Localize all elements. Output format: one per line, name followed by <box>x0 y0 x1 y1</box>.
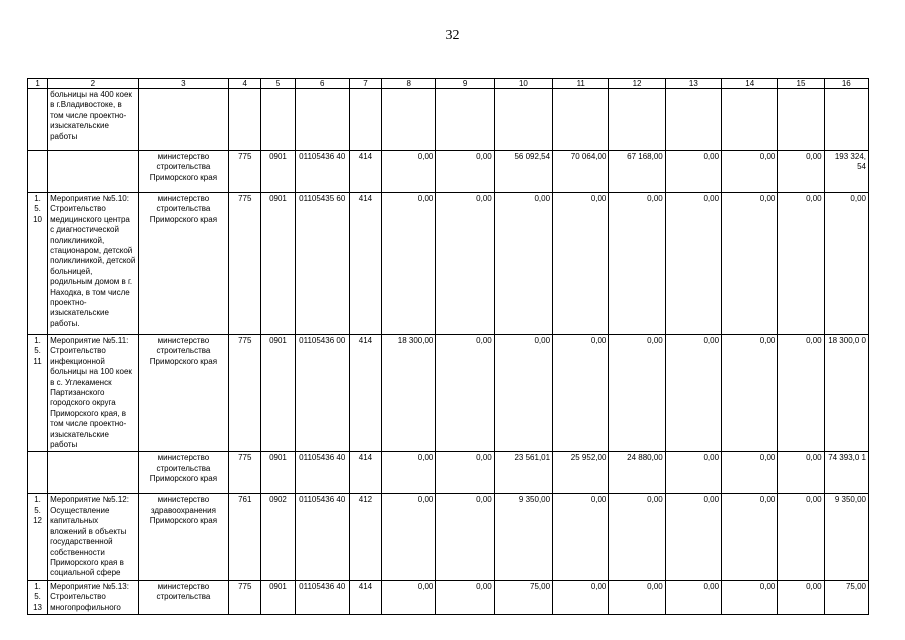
event-name: больницы на 400 коек в г.Владивостоке, в том числе проектно-изыскательские работы <box>48 89 139 151</box>
section-code: 0902 <box>261 494 295 580</box>
event-name: Мероприятие №5.13: Строительство многопрофильного <box>48 580 139 614</box>
table-row <box>28 151 869 193</box>
amount-col-15: 0,00 <box>778 151 824 193</box>
header-cell: 8 <box>382 79 436 89</box>
amount-col-9: 0,00 <box>436 494 494 580</box>
amount-col-13: 0,00 <box>665 452 721 494</box>
header-cell: 15 <box>778 79 824 89</box>
target-article-code <box>295 89 349 151</box>
organization: министерство строительства Приморского края <box>138 452 229 494</box>
event-name: Мероприятие №5.12: Осуществление капитальных вложений в объекты государственной собственности Приморского края в социальной сфере <box>48 494 139 580</box>
amount-col-13: 0,00 <box>665 151 721 193</box>
amount-col-10: 0,00 <box>494 335 552 452</box>
page-number: 32 <box>445 28 460 43</box>
header-cell: 6 <box>295 79 349 89</box>
amount-col-10: 0,00 <box>494 193 552 335</box>
amount-col-9: 0,00 <box>436 151 494 193</box>
row-number: 1. 5. 10 <box>28 193 48 335</box>
amount-col-8: 0,00 <box>382 580 436 614</box>
amount-col-15: 0,00 <box>778 452 824 494</box>
header-cell: 9 <box>436 79 494 89</box>
row-number: 1. 5. 13 <box>28 580 48 614</box>
amount-col-9: 0,00 <box>436 335 494 452</box>
amount-col-12: 0,00 <box>609 193 665 335</box>
amount-col-15: 0,00 <box>778 580 824 614</box>
header-cell: 14 <box>722 79 778 89</box>
amount-col-11 <box>553 89 609 151</box>
header-cell: 1 <box>28 79 48 89</box>
amount-col-14 <box>722 89 778 151</box>
amount-col-9: 0,00 <box>436 452 494 494</box>
organization: министерство строительства Приморского края <box>138 193 229 335</box>
gov-code: 775 <box>229 452 261 494</box>
amount-col-12: 0,00 <box>609 580 665 614</box>
amount-col-10 <box>494 89 552 151</box>
row-number <box>28 452 48 494</box>
header-cell: 3 <box>138 79 229 89</box>
amount-col-9 <box>436 89 494 151</box>
section-code: 0901 <box>261 580 295 614</box>
amount-col-10: 9 350,00 <box>494 494 552 580</box>
table-row <box>28 89 869 151</box>
row-number <box>28 151 48 193</box>
section-code: 0901 <box>261 335 295 452</box>
amount-col-14: 0,00 <box>722 494 778 580</box>
header-cell: 7 <box>349 79 381 89</box>
expense-type-code: 414 <box>349 580 381 614</box>
header-cell: 10 <box>494 79 552 89</box>
table-row <box>28 580 869 614</box>
section-code <box>261 89 295 151</box>
amount-col-8 <box>382 89 436 151</box>
event-name <box>48 151 139 193</box>
expense-type-code: 414 <box>349 452 381 494</box>
event-name <box>48 452 139 494</box>
header-cell: 13 <box>665 79 721 89</box>
amount-col-10: 56 092,54 <box>494 151 552 193</box>
amount-col-11: 0,00 <box>553 335 609 452</box>
event-name: Мероприятие №5.11: Строительство инфекционной больницы на 100 коек в с. Углекаменск Партизанского городского округа Приморского края, в том числе проектно-изыскательские работы <box>48 335 139 452</box>
amount-col-14: 0,00 <box>722 335 778 452</box>
amount-col-13: 0,00 <box>665 580 721 614</box>
table-row <box>28 494 869 580</box>
expense-type-code <box>349 89 381 151</box>
organization: министерство строительства Приморского края <box>138 151 229 193</box>
amount-col-13: 0,00 <box>665 193 721 335</box>
amount-col-11: 0,00 <box>553 494 609 580</box>
target-article-code: 01105436 40 <box>295 580 349 614</box>
event-name: Мероприятие №5.10: Строительство медицинского центра с диагностической поликлиникой, стационаром, детской поликлиникой, детской больницей, родильным домом в г. Находка, в том числе проектно-изыскательские работы. <box>48 193 139 335</box>
header-cell: 12 <box>609 79 665 89</box>
amount-col-8: 0,00 <box>382 151 436 193</box>
organization: министерство здравоохранения Приморского края <box>138 494 229 580</box>
gov-code: 775 <box>229 151 261 193</box>
gov-code <box>229 89 261 151</box>
expense-type-code: 414 <box>349 151 381 193</box>
organization <box>138 89 229 151</box>
table-row <box>28 335 869 452</box>
target-article-code: 01105436 40 <box>295 452 349 494</box>
organization: министерство строительства Приморского края <box>138 335 229 452</box>
amount-total: 0,00 <box>824 193 868 335</box>
target-article-code: 01105436 40 <box>295 494 349 580</box>
header-row <box>28 79 869 89</box>
amount-total: 74 393,0 1 <box>824 452 868 494</box>
target-article-code: 01105436 40 <box>295 151 349 193</box>
row-number: 1. 5. 11 <box>28 335 48 452</box>
gov-code: 775 <box>229 580 261 614</box>
amount-col-14: 0,00 <box>722 193 778 335</box>
amount-col-14: 0,00 <box>722 580 778 614</box>
amount-total: 9 350,00 <box>824 494 868 580</box>
amount-total: 18 300,0 0 <box>824 335 868 452</box>
gov-code: 775 <box>229 335 261 452</box>
expense-type-code: 412 <box>349 494 381 580</box>
gov-code: 775 <box>229 193 261 335</box>
organization: министерство строительства <box>138 580 229 614</box>
amount-col-15: 0,00 <box>778 494 824 580</box>
amount-col-12: 24 880,00 <box>609 452 665 494</box>
section-code: 0901 <box>261 193 295 335</box>
amount-col-15: 0,00 <box>778 335 824 452</box>
amount-col-13 <box>665 89 721 151</box>
section-code: 0901 <box>261 452 295 494</box>
target-article-code: 01105435 60 <box>295 193 349 335</box>
expense-type-code: 414 <box>349 193 381 335</box>
header-cell: 5 <box>261 79 295 89</box>
amount-total <box>824 89 868 151</box>
amount-col-14: 0,00 <box>722 151 778 193</box>
expense-type-code: 414 <box>349 335 381 452</box>
amount-col-11: 25 952,00 <box>553 452 609 494</box>
budget-table <box>27 78 869 615</box>
gov-code: 761 <box>229 494 261 580</box>
table-row <box>28 452 869 494</box>
section-code: 0901 <box>261 151 295 193</box>
amount-col-15 <box>778 89 824 151</box>
amount-col-14: 0,00 <box>722 452 778 494</box>
amount-col-9: 0,00 <box>436 193 494 335</box>
amount-total: 193 324, 54 <box>824 151 868 193</box>
amount-col-11: 0,00 <box>553 193 609 335</box>
header-cell: 4 <box>229 79 261 89</box>
amount-col-8: 18 300,00 <box>382 335 436 452</box>
row-number <box>28 89 48 151</box>
amount-col-12: 67 168,00 <box>609 151 665 193</box>
amount-col-12 <box>609 89 665 151</box>
amount-total: 75,00 <box>824 580 868 614</box>
amount-col-12: 0,00 <box>609 494 665 580</box>
amount-col-15: 0,00 <box>778 193 824 335</box>
amount-col-10: 75,00 <box>494 580 552 614</box>
amount-col-10: 23 561,01 <box>494 452 552 494</box>
header-cell: 11 <box>553 79 609 89</box>
amount-col-11: 0,00 <box>553 580 609 614</box>
amount-col-9: 0,00 <box>436 580 494 614</box>
row-number: 1. 5. 12 <box>28 494 48 580</box>
target-article-code: 01105436 00 <box>295 335 349 452</box>
amount-col-13: 0,00 <box>665 335 721 452</box>
amount-col-11: 70 064,00 <box>553 151 609 193</box>
table-row <box>28 193 869 335</box>
amount-col-13: 0,00 <box>665 494 721 580</box>
amount-col-8: 0,00 <box>382 452 436 494</box>
amount-col-12: 0,00 <box>609 335 665 452</box>
amount-col-8: 0,00 <box>382 193 436 335</box>
header-cell: 2 <box>48 79 139 89</box>
header-cell: 16 <box>824 79 868 89</box>
amount-col-8: 0,00 <box>382 494 436 580</box>
